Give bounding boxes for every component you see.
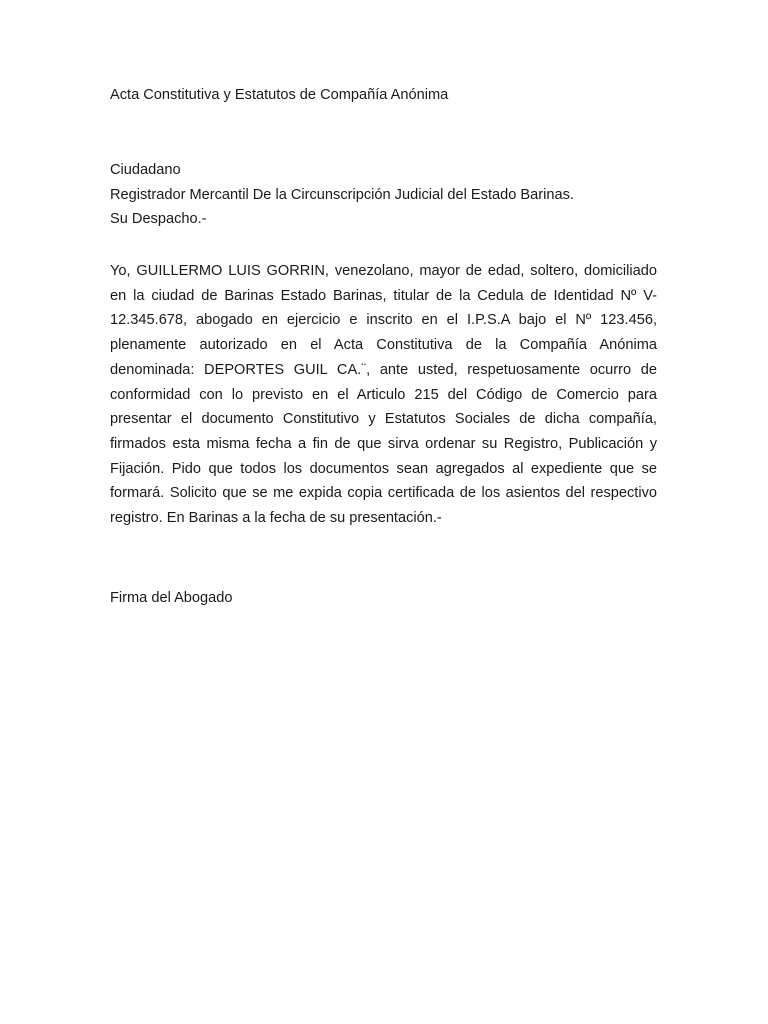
addressee-block [110, 158, 657, 232]
document-title: Acta Constitutiva y Estatutos de Compañía Anónima [110, 87, 449, 103]
signature-line: Firma del Abogado [110, 590, 233, 606]
body-paragraph: Yo, GUILLERMO LUIS GORRIN, venezolano, mayor de edad, soltero, domiciliado en la ciudad de Barinas Estado Barinas, titular de la Cedula de Identidad Nº V- 12.345.678, abogado en ejercicio e inscrito en el I.P.S.A bajo el Nº 123.456, plenamente autorizado en el Acta Constitutiva de la Compañía Anónima denominada: DEPORTES GUIL CA.¨, ante usted, respetuosamente ocurro de conformidad con lo previsto en el Articulo 215 del Código de Comercio para presentar el documento Constitutivo y Estatutos Sociales de dicha compañía, firmados esta misma fecha a fin de que sirva ordenar su Registro, Publicación y Fijación. Pido que todos los documentos sean agregados al expediente que se formará. Solicito que se me expida copia certificada de los asientos del respectivo registro. En Barinas a la fecha de su presentación.- [110, 263, 657, 527]
addressee-salutation: Ciudadano [110, 162, 181, 178]
addressee-office: Registrador Mercantil De la Circunscripción Judicial del Estado Barinas. [110, 186, 574, 203]
addressee-closing: Su Despacho.- [110, 211, 207, 228]
